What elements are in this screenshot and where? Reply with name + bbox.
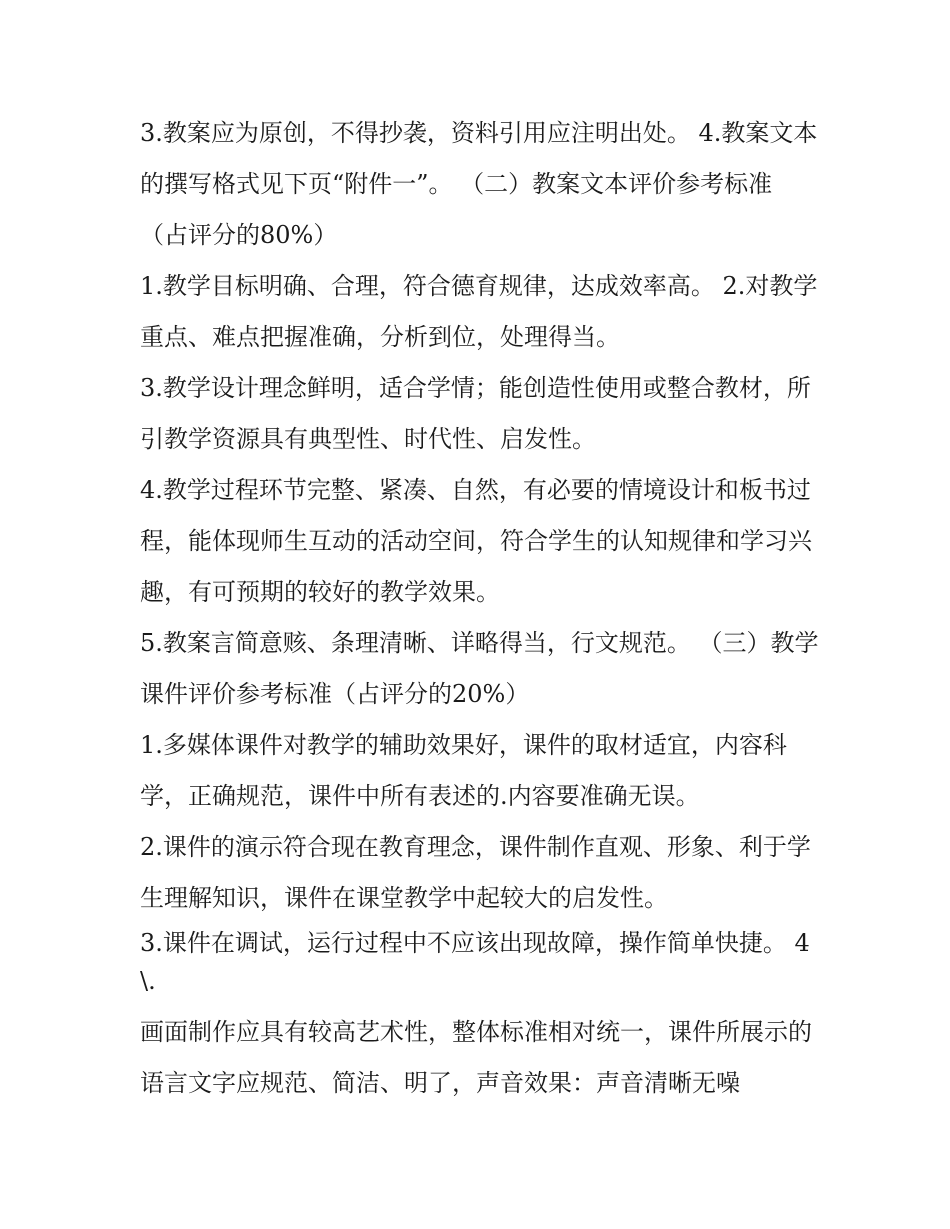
paragraph-3: 3.教学设计理念鲜明，适合学情；能创造性使用或整合教材，所引教学资源具有典型性、时代性、启发性。 bbox=[140, 374, 811, 453]
paragraph-7: 2.课件的演示符合现在教育理念，课件制作直观、形象、利于学生理解知识，课件在课堂教学中起较大的启发性。 bbox=[140, 833, 811, 912]
paragraph-9: 画面制作应具有较高艺术性，整体标准相对统一，课件所展示的语言文字应规范、简洁、明了，声音效果：声音清晰无噪 bbox=[140, 1018, 812, 1097]
paragraph-4: 4.教学过程环节完整、紧凑、自然，有必要的情境设计和板书过程，能体现师生互动的活动空间，符合学生的认知规律和学习兴趣，有可预期的较好的教学效果。 bbox=[140, 476, 812, 606]
paragraph-8: 3.课件在调试，运行过程中不应该出现故障，操作简单快捷。 4\. bbox=[140, 929, 810, 995]
paragraph-6: 1.多媒体课件对教学的辅助效果好，课件的取材适宜，内容科学，正确规范，课件中所有表述的.内容要准确无误。 bbox=[140, 731, 787, 810]
paragraph-5: 5.教案言简意赅、条理清晰、详略得当，行文规范。 （三）教学课件评价参考标准（占评分的20%） bbox=[140, 629, 819, 708]
document-body bbox=[140, 108, 820, 1109]
paragraph-1: 3.教案应为原创，不得抄袭，资料引用应注明出处。 4.教案文本的撰写格式见下页“附件一”。 （二）教案文本评价参考标准（占评分的80%） bbox=[140, 119, 818, 249]
paragraph-2: 1.教学目标明确、合理，符合德育规律，达成效率高。 2.对教学重点、难点把握准确，分析到位，处理得当。 bbox=[140, 272, 818, 351]
